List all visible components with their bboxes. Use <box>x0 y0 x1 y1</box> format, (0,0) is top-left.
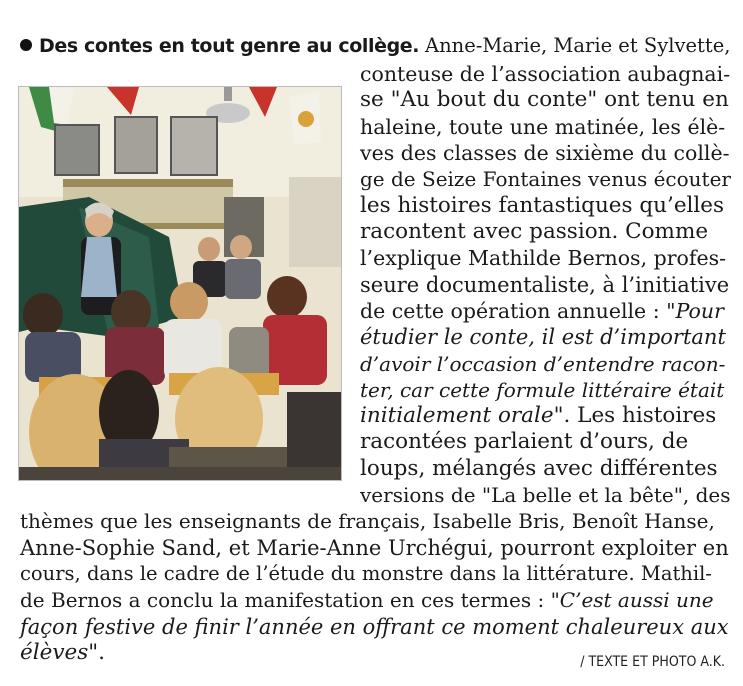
quote-text: ter, car cette formule littéraire était <box>360 378 725 402</box>
body-line <box>20 587 714 613</box>
quote-text: initialement orale <box>360 403 554 428</box>
photo-credit: / TEXTE ET PHOTO A.K. <box>580 654 725 670</box>
body-line: Anne-Marie, Marie et Sylvette, <box>425 34 731 57</box>
headline-text: Des contes en tout genre au collège. <box>39 35 420 57</box>
body-line: conteuse de l’association aubagnai- <box>360 62 731 86</box>
quote-text: façon festive de finir l’année en offrant ce moment chaleureux aux <box>20 615 729 639</box>
body-text: ". Les histoires <box>553 403 717 428</box>
body-line <box>20 614 729 640</box>
headline <box>20 34 419 58</box>
body-line <box>360 377 724 403</box>
body-line: cours, dans le cadre de l’étude du monstre dans la littérature. Mathil- <box>20 562 712 585</box>
body-line: versions de "La belle et la bête", des <box>360 483 731 507</box>
quote-text: C’est aussi une <box>559 588 714 612</box>
body-text: de Bernos a conclu la manifestation en ces termes : " <box>20 588 560 612</box>
body-line: l’explique Mathilde Bernos, profes- <box>360 246 727 270</box>
body-line <box>360 351 725 377</box>
body-line: se "Au bout du conte" ont tenu en <box>360 87 729 112</box>
body-line <box>20 640 105 666</box>
quote-text: élèves <box>20 640 89 665</box>
quote-text: d’avoir l’occasion d’entendre racon- <box>360 352 726 376</box>
body-line <box>360 403 716 429</box>
body-line: thèmes que les enseignants de français, Isabelle Bris, Benoît Hanse, <box>20 509 715 533</box>
bullet-icon <box>20 39 32 51</box>
body-line: haleine, toute une matinée, les élè- <box>360 115 726 139</box>
body-text: de cette opération annuelle : " <box>360 299 676 323</box>
body-line: ge de Seize Fontaines venus écouter <box>360 167 731 191</box>
body-line: seure documentaliste, à l’initiative <box>360 273 730 297</box>
body-line: les histoires fantastiques qu’elles <box>360 193 725 218</box>
body-line: Anne-Sophie Sand, et Marie-Anne Urchégui, pourront exploiter en <box>20 536 729 560</box>
quote-text: étudier le conte, il est d’important <box>360 325 726 349</box>
body-line: racontent avec passion. Comme <box>360 219 709 244</box>
quote-text: Pour <box>675 299 724 323</box>
storytelling-photo <box>19 87 342 481</box>
body-line: racontées parlaient d’ours, de <box>360 429 689 454</box>
body-line <box>360 324 726 350</box>
body-line: loups, mélangés avec différentes <box>360 456 718 481</box>
body-line: ves des classes de sixième du collè- <box>360 141 730 165</box>
body-text: ". <box>88 640 105 665</box>
body-line <box>360 298 724 324</box>
article-photo <box>18 86 342 481</box>
